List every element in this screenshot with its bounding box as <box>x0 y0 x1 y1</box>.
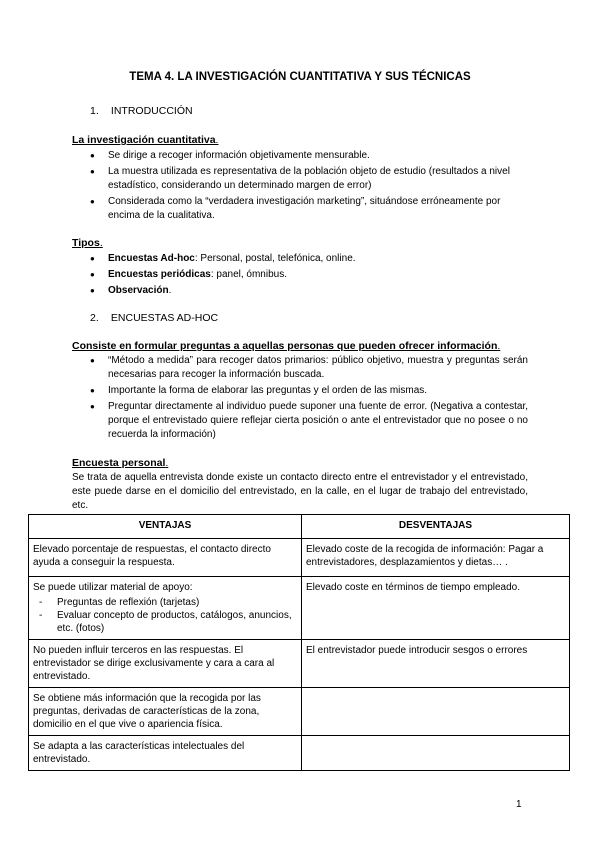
page-number: 1 <box>516 799 522 810</box>
subheading-text: La investigación cuantitativa <box>72 134 216 146</box>
list-item: ● La muestra utilizada es representativa de la población objeto de estudio (resultados a nivel estadístico, considerando un determinado margen de error) <box>90 165 528 193</box>
item-bold: Encuestas periódicas <box>108 269 211 280</box>
list-item: ● Considerada como la “verdadera investigación marketing”, situándose erróneamente por encima de la cualitativa. <box>90 195 528 223</box>
section-heading-encuestas <box>90 311 218 325</box>
list-item: ● “Método a medida” para recoger datos primarios: público objetivo, muestra y preguntas serán necesarias para recoger la información buscada. <box>90 354 528 382</box>
list-item <box>90 252 528 266</box>
item-bold: Encuestas Ad-hoc <box>108 253 195 264</box>
section-label: INTRODUCCIÓN <box>110 105 193 117</box>
list-item <box>90 284 528 298</box>
subheading-tipos: Tipos. <box>72 237 103 249</box>
page-title: TEMA 4. LA INVESTIGACIÓN CUANTITATIVA Y SUS TÉCNICAS <box>129 71 471 83</box>
header-desventajas: DESVENTAJAS <box>302 515 570 539</box>
list-item: ● Importante la forma de elaborar las preguntas y el orden de las mismas. <box>90 384 528 398</box>
table-cell <box>302 688 570 736</box>
list-item <box>90 268 528 282</box>
table-cell: No pueden influir terceros en las respuestas. El entrevistador se dirige exclusivamente y cara a cara al entrevistado. <box>29 640 302 688</box>
table-cell <box>29 577 302 640</box>
list-item: ● Preguntar directamente al individuo puede suponer una fuente de error. (Negativa a contestar, porque el entrevistado quiere reflejar cierta posición o ante el entrevistador que no posee o no recuerda la información) <box>90 400 528 442</box>
table-cell: Se adapta a las características intelectuales del entrevistado. <box>29 736 302 771</box>
list-item: ● Se dirige a recoger información objetivamente mensurable. <box>90 149 528 163</box>
table-header-row <box>29 515 570 539</box>
subheading-text: Consiste en formular preguntas a aquellas personas que pueden ofrecer información <box>72 340 498 352</box>
section-heading-introduccion <box>90 104 193 118</box>
table-row <box>29 688 570 736</box>
subheading-text: Encuesta personal <box>72 457 166 469</box>
table-cell: Elevado porcentaje de respuestas, el contacto directo ayuda a conseguir la respuesta. <box>29 539 302 577</box>
table-row <box>29 539 570 577</box>
section-label: ENCUESTAS AD-HOC <box>110 312 219 324</box>
sub-list-item: - Evaluar concepto de productos, catálogos, anuncios, etc. (fotos) <box>33 609 297 635</box>
header-ventajas: VENTAJAS <box>29 515 302 539</box>
sub-list <box>33 596 297 635</box>
item-bold: Observación <box>108 285 169 296</box>
item-text: : panel, ómnibus. <box>210 269 287 280</box>
personal-paragraph: Se trata de aquella entrevista donde existe un contacto directo entre el entrevistador y el entrevistado, este puede darse en el domicilio del entrevistado, en la calle, en el lugar de trabajo del entrevistado, etc. <box>72 472 528 511</box>
table-cell: Se obtiene más información que la recogida por las preguntas, derivadas de características de la zona, domicilio en el que vive o apariencia física. <box>29 688 302 736</box>
item-text: : Personal, postal, telefónica, online. <box>194 253 356 264</box>
table-row <box>29 736 570 771</box>
cell-text: Se puede utilizar material de apoyo: <box>33 582 193 593</box>
subheading-personal: Encuesta personal. <box>72 457 169 469</box>
table-row <box>29 640 570 688</box>
table-cell: Elevado coste en términos de tiempo empleado. <box>302 577 570 640</box>
sub-list-item: - Preguntas de reflexión (tarjetas) <box>33 596 297 609</box>
table-cell <box>302 736 570 771</box>
item-text: . <box>168 285 172 296</box>
table-cell: El entrevistador puede introducir sesgos o errores <box>302 640 570 688</box>
subheading-cuantitativa: La investigación cuantitativa. <box>72 134 219 146</box>
subheading-adhoc: Consiste en formular preguntas a aquellas personas que pueden ofrecer información. <box>72 340 501 352</box>
ventajas-desventajas-table <box>28 514 570 771</box>
table-cell: Elevado coste de la recogida de información: Pagar a entrevistadores, desplazamientos y dietas… . <box>302 539 570 577</box>
section-number: 1. <box>90 105 99 117</box>
table-row <box>29 577 570 640</box>
tipos-list <box>90 252 528 300</box>
subheading-text: Tipos <box>72 237 100 249</box>
section-number: 2. <box>90 312 99 324</box>
adhoc-list <box>90 354 528 444</box>
cuantitativa-list <box>90 149 528 225</box>
